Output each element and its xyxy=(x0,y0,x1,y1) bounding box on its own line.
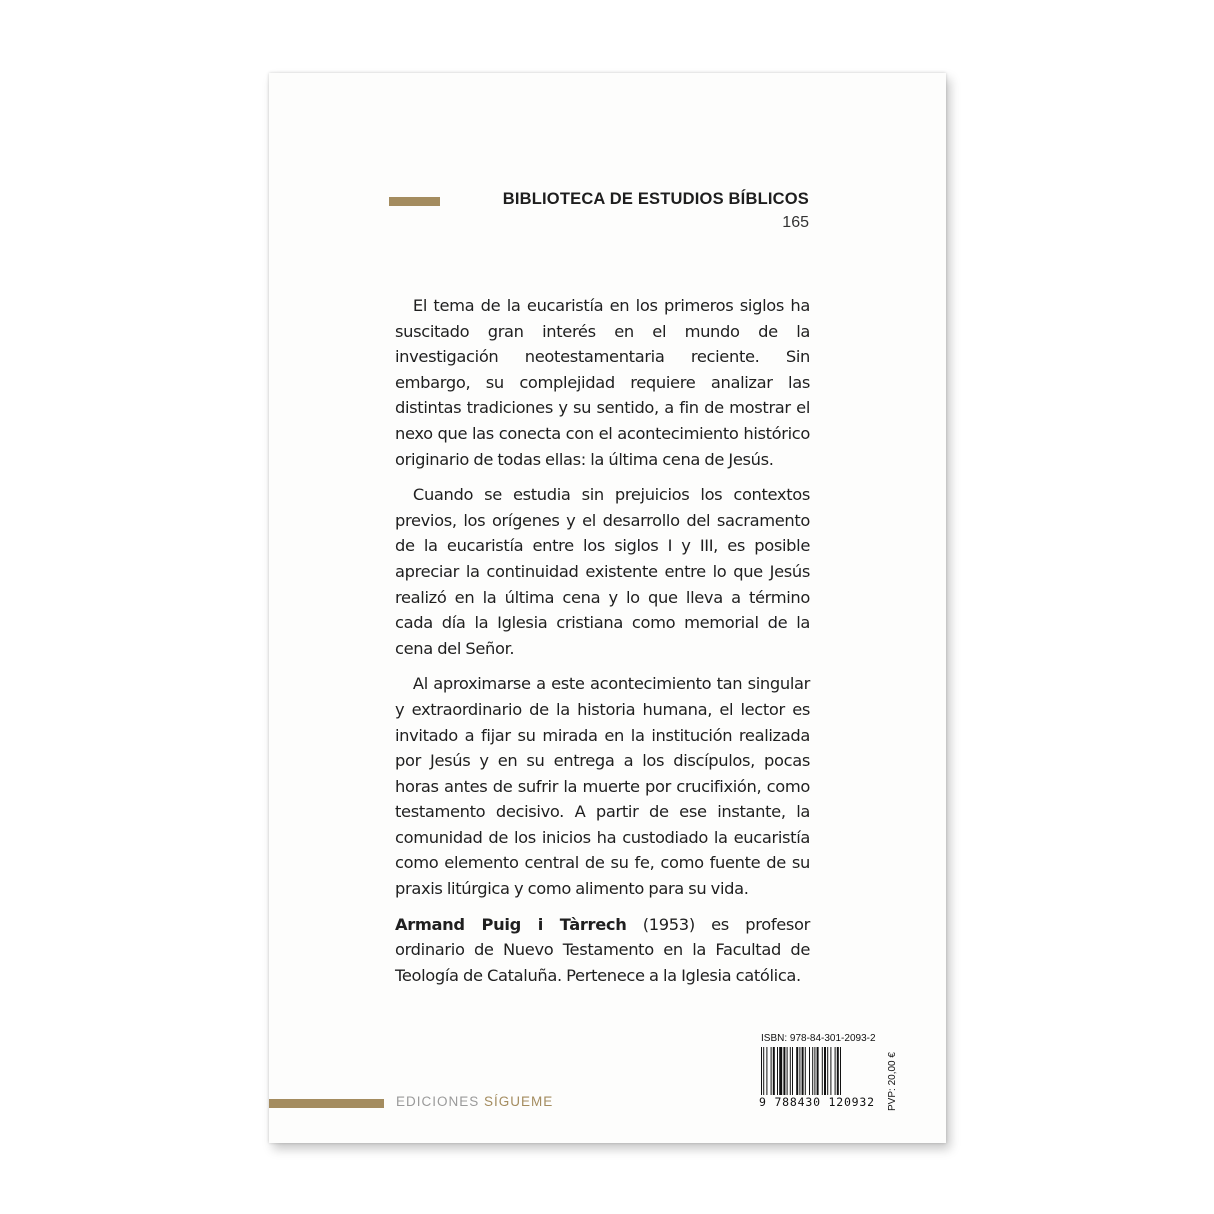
barcode-bar xyxy=(830,1047,831,1095)
barcode-icon xyxy=(759,1047,883,1095)
accent-bar-bottom xyxy=(269,1099,384,1108)
barcode-bar xyxy=(837,1047,839,1095)
series-number: 165 xyxy=(782,214,809,231)
barcode-bar xyxy=(812,1047,813,1095)
barcode-bar xyxy=(766,1047,767,1095)
barcode-bar xyxy=(779,1047,782,1095)
barcode-bar xyxy=(799,1047,800,1095)
book-back-cover xyxy=(269,73,946,1143)
accent-bar-top xyxy=(389,197,440,206)
barcode-bar xyxy=(827,1047,828,1095)
barcode-bar xyxy=(792,1047,793,1095)
blurb-paragraph-3: Al aproximarse a este acontecimiento tan singular y extraordinario de la historia humana, el lector es invitado a fijar su mirada en la institución realizada por Jesús y en su entrega a los discípulos, pocas horas antes de sufrir la muerte por crucifixión, como testamento decisivo. A partir de ese instante, la comunidad de los inicios ha custodiado la eucaristía como elemento central de su fe, como fuente de su praxis litúrgica y como alimento para su vida. xyxy=(395,674,810,899)
barcode-bar xyxy=(824,1047,826,1095)
barcode-bar xyxy=(817,1047,819,1095)
author-bio-text: (1953) es profesor ordinario de Nuevo Testamento en la Facultad de Teología de Cataluña. Pertenece a la Iglesia católica. xyxy=(395,914,810,985)
barcode-bar xyxy=(783,1047,785,1095)
barcode-bar xyxy=(840,1047,841,1095)
publisher-name-accent: SÍGUEME xyxy=(484,1094,554,1109)
blurb-text xyxy=(395,293,810,998)
barcode-bar xyxy=(761,1047,762,1095)
publisher-name-prefix: EDICIONES xyxy=(396,1094,485,1109)
barcode-bar xyxy=(835,1047,836,1095)
barcode-bar xyxy=(790,1047,791,1095)
publisher-logo xyxy=(396,1094,553,1109)
barcode-bar xyxy=(805,1047,806,1095)
author-bio xyxy=(395,912,810,989)
barcode-bar xyxy=(777,1047,778,1095)
barcode-bar xyxy=(814,1047,815,1095)
blurb-paragraph-1: El tema de la eucaristía en los primeros siglos ha suscitado gran interés en el mundo de la investigación neotestamentaria reciente. Sin embargo, su complejidad requiere analizar las distintas tradiciones y su sentido, a fin de mostrar el nexo que las conecta con el acontecimiento histórico originario de todas ellas: la última cena de Jesús. xyxy=(395,296,810,469)
barcode-digits: 9 788430 120932 xyxy=(759,1095,875,1109)
barcode-bar xyxy=(763,1047,764,1095)
barcode-bar xyxy=(809,1047,810,1095)
series-title: BIBLIOTECA DE ESTUDIOS BÍBLICOS xyxy=(502,190,809,208)
barcode-block xyxy=(759,1033,914,1113)
barcode-bar xyxy=(796,1047,798,1095)
barcode-bar xyxy=(771,1047,772,1095)
blurb-paragraph-2: Cuando se estudia sin prejuicios los contextos previos, los orígenes y el desarrollo del sacramento de la eucaristía entre los siglos I y III, es posible apreciar la continuidad existente entre lo que Jesús realizó en la última cena y lo que lleva a término cada día la Iglesia cristiana como memorial de la cena del Señor. xyxy=(395,485,810,658)
price-label: PVP: 20,00 € xyxy=(887,1052,898,1111)
author-name: Armand Puig i Tàrrech xyxy=(395,914,627,934)
barcode-bar xyxy=(822,1047,823,1095)
barcode-bar xyxy=(787,1047,788,1095)
isbn-label: ISBN: 978-84-301-2093-2 xyxy=(761,1033,876,1044)
barcode-bar xyxy=(802,1047,804,1095)
barcode-bar xyxy=(773,1047,775,1095)
